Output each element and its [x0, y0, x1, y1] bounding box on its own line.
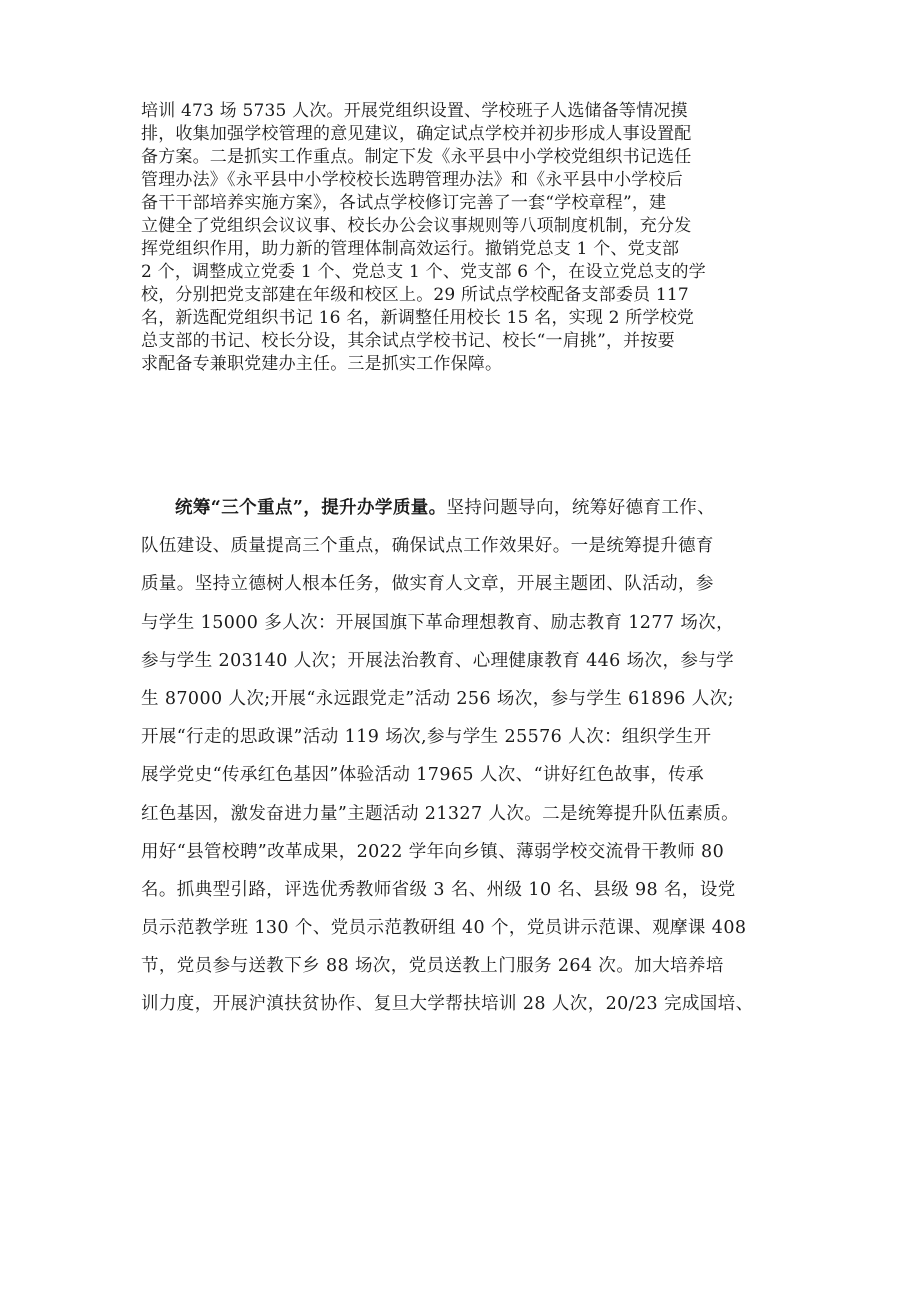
text-line: 与学生 15000 多人次：开展国旗下革命理想教育、励志教育 1277 场次，: [141, 612, 735, 633]
text-line: 总支部的书记、校长分设，其余试点学校书记、校长“一肩挑”，并按要: [141, 331, 675, 351]
text-line: 展学党史“传承红色基因”体验活动 17965 人次、“讲好红色故事，传承: [141, 765, 705, 786]
text-line: 管理办法》《永平县中小学校校长选聘管理办法》和《永平县中小学校后: [141, 170, 683, 190]
text-line: 生 87000 人次;开展“永远跟党走”活动 256 场次，参与学生 61896 人次;: [141, 688, 734, 709]
text-line: 校，分别把党支部建在年级和校区上。29 所试点学校配备支部委员 117: [141, 285, 689, 305]
paragraph-heading: 统筹“三个重点”，提升办学质量。: [175, 498, 447, 518]
text-line: 挥党组织作用，助力新的管理体制高效运行。撤销党总支 1 个、党支部: [141, 239, 680, 259]
text-line: 节，党员参与送教下乡 88 场次，党员送教上门服务 264 次。加大培养培: [141, 956, 724, 977]
text-line: 训力度，开展沪滇扶贫协作、复旦大学帮扶培训 28 人次，20/23 完成国培、: [141, 994, 754, 1015]
text-line: 参与学生 203140 人次；开展法治教育、心理健康教育 446 场次，参与学: [141, 650, 735, 671]
text-line: 备方案。二是抓实工作重点。制定下发《永平县中小学校党组织书记选任: [141, 147, 692, 167]
text-line: 排，收集加强学校管理的意见建议，确定试点学校并初步形成人事设置配: [141, 124, 692, 144]
paragraph-top: [141, 100, 801, 376]
text-line: 用好“县管校聘”改革成果，2022 学年向乡镇、薄弱学校交流骨干教师 80: [141, 841, 725, 862]
text-line: 质量。坚持立德树人根本任务，做实育人文章，开展主题团、队活动，参: [141, 574, 714, 595]
text-run: 坚持问题导向，统筹好德育工作、: [446, 498, 716, 518]
text-line: 名。抓典型引路，评选优秀教师省级 3 名、州级 10 名、县级 98 名，设党: [141, 879, 736, 900]
text-line: 培训 473 场 5735 人次。开展党组织设置、学校班子人选储备等情况摸: [141, 101, 688, 121]
text-line: 红色基因，激发奋进力量”主题活动 21327 人次。二是统筹提升队伍素质。: [141, 803, 740, 824]
text-line: 队伍建设、质量提高三个重点，确保试点工作效果好。一是统筹提升德育: [141, 536, 714, 557]
text-line-first: [141, 489, 801, 527]
text-line: 备干干部培养实施方案》，各试点学校修订完善了一套“学校章程”，建: [141, 193, 667, 213]
text-line: 求配备专兼职党建办主任。三是抓实工作保障。: [141, 354, 503, 374]
text-line: 名，新选配党组织书记 16 名，新调整任用校长 15 名，实现 2 所学校党: [141, 308, 695, 328]
text-line: 开展“行走的思政课”活动 119 场次,参与学生 25576 人次：组织学生开: [141, 727, 712, 748]
paragraph-quality: [141, 489, 801, 1024]
text-line: 员示范教学班 130 个、党员示范教研组 40 个，党员讲示范课、观摩课 408: [141, 918, 747, 939]
text-line: 2 个，调整成立党委 1 个、党总支 1 个、党支部 6 个，在设立党总支的学: [141, 262, 706, 282]
text-line: 立健全了党组织会议议事、校长办公会议事规则等八项制度机制，充分发: [141, 216, 692, 236]
